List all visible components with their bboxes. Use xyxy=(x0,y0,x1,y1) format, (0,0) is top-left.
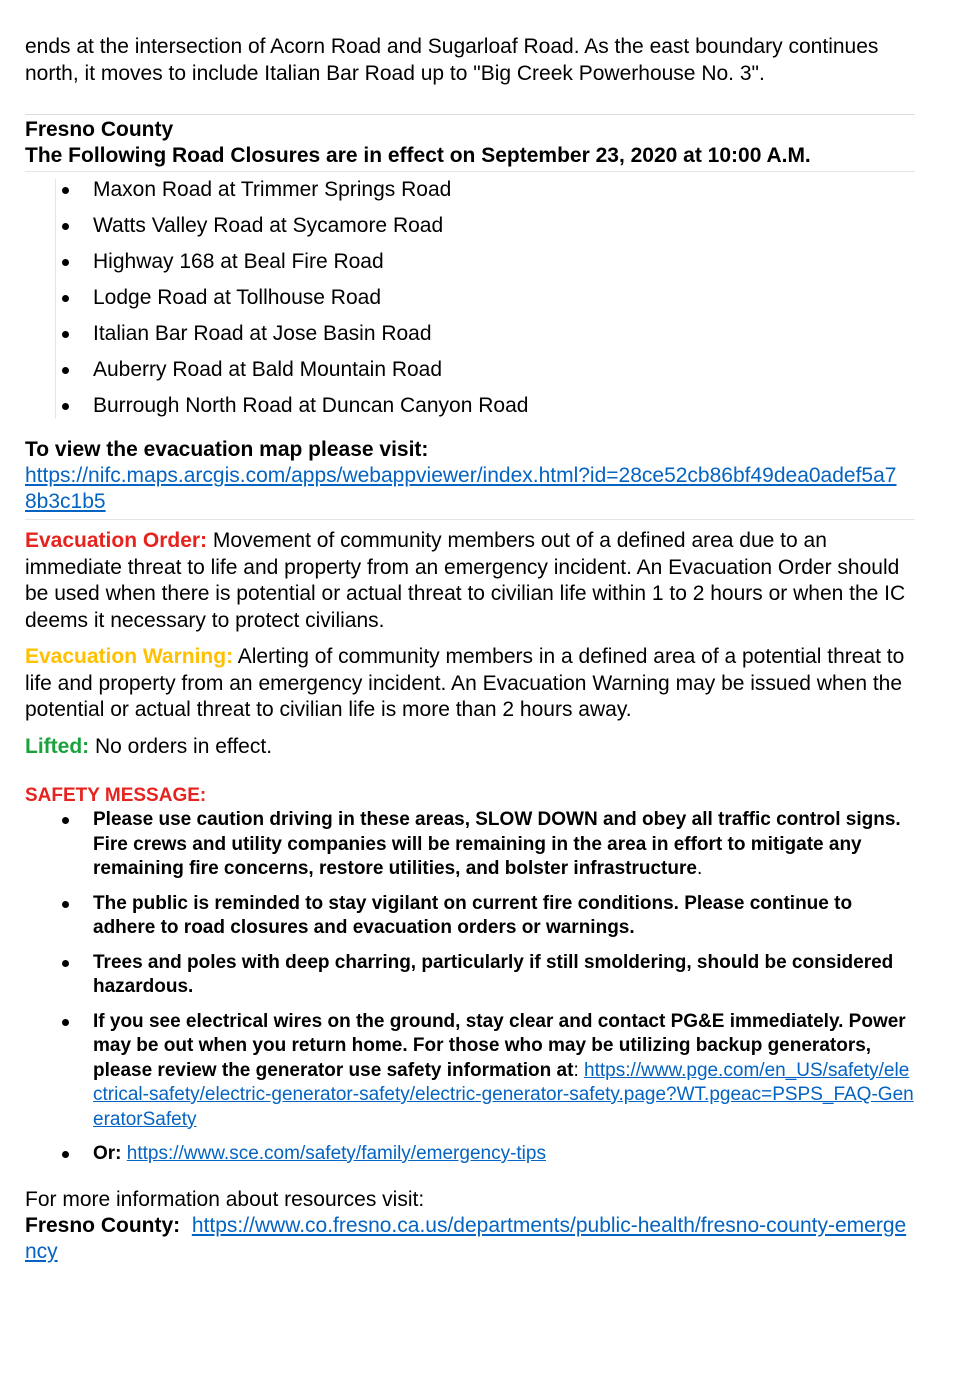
list-item xyxy=(25,951,915,1000)
closure-text: Highway 168 at Beal Fire Road xyxy=(93,250,384,273)
county-section xyxy=(25,114,915,169)
closure-text: Auberry Road at Bald Mountain Road xyxy=(93,358,443,381)
bullet-icon xyxy=(62,960,69,967)
closures-heading: The Following Road Closures are in effect on September 23, 2020 at 10:00 A.M. xyxy=(25,144,811,167)
safety-message-title: SAFETY MESSAGE: xyxy=(25,785,207,806)
document-page xyxy=(25,34,915,1265)
evacuation-map-section xyxy=(25,437,915,515)
lifted-definition xyxy=(25,734,915,761)
evacuation-order-definition xyxy=(25,528,915,634)
fresno-county-emergency-link[interactable]: https://www.co.fresno.ca.us/departments/public-health/fresno-county-emergency xyxy=(25,1213,907,1263)
lifted-text: No orders in effect. xyxy=(89,734,273,758)
bullet-icon xyxy=(62,259,69,266)
evacuation-map-label: To view the evacuation map please visit: xyxy=(25,438,429,461)
list-item xyxy=(25,280,915,316)
definitions-section xyxy=(25,519,915,760)
list-item xyxy=(25,352,915,388)
road-closures-list xyxy=(25,171,915,424)
evacuation-order-term: Evacuation Order: xyxy=(25,529,208,552)
list-item xyxy=(25,808,915,882)
list-item xyxy=(25,1142,915,1167)
closures-container xyxy=(25,171,915,424)
fresno-county-resources xyxy=(25,1213,915,1265)
evacuation-warning-definition xyxy=(25,644,915,724)
intro-paragraph: ends at the intersection of Acorn Road and Sugarloaf Road. As the east boundary continues north, it moves to include Italian Bar Road up to "Big Creek Powerhouse No. 3". xyxy=(25,35,879,85)
closure-text: Lodge Road at Tollhouse Road xyxy=(93,286,382,309)
safety-text-colon: : xyxy=(573,1059,584,1081)
list-item xyxy=(25,172,915,208)
more-info-section xyxy=(25,1187,915,1265)
list-item xyxy=(25,892,915,941)
bullet-icon xyxy=(62,367,69,374)
pge-generator-safety-link[interactable]: https://www.pge.com/en_US/safety/electrical-safety/electric-generator-safety/electric-generator-safety.page?WT.pgeac=PSPS_FAQ-GeneratorSafety xyxy=(93,1059,914,1130)
list-item xyxy=(25,244,915,280)
safety-text: Trees and poles with deep charring, particularly if still smoldering, should be considered hazardous. xyxy=(93,951,894,997)
evacuation-map-link[interactable]: https://nifc.maps.arcgis.com/apps/webappviewer/index.html?id=28ce52cb86bf49dea0adef5a78b3c1b5 xyxy=(25,464,897,513)
evacuation-warning-term: Evacuation Warning: xyxy=(25,645,234,668)
closure-text: Italian Bar Road at Jose Basin Road xyxy=(93,322,432,345)
safety-text-end: . xyxy=(696,858,703,879)
list-item xyxy=(25,208,915,244)
fresno-county-label: Fresno County: xyxy=(25,1213,181,1237)
more-info-label: For more information about resources visit: xyxy=(25,1187,425,1211)
lifted-term: Lifted: xyxy=(25,734,90,758)
bullet-icon xyxy=(62,817,69,824)
safety-text: If you see electrical wires on the ground, stay clear and contact PG&E immediately. Power may be out when you return home. For those who may be utilizing backup generators, please review the generator use safety information at xyxy=(93,1010,906,1081)
bullet-icon xyxy=(62,331,69,338)
safety-text: Or: xyxy=(93,1143,122,1164)
evacuation-warning-text: Alerting of community members in a defined area of a potential threat to life and property from an emergency incident. An Evacuation Warning may be issued when the potential or actual threat to civilian life is more than 2 hours away. xyxy=(25,645,905,721)
bullet-icon xyxy=(62,187,69,194)
sce-emergency-tips-link[interactable]: https://www.sce.com/safety/family/emergency-tips xyxy=(126,1143,546,1164)
evacuation-order-text: Movement of community members out of a defined area due to an immediate threat to life and property from an emergency incident. An Evacuation Order should be used when there is potential or actual threat to civilian life within 1 to 2 hours or when the IC deems it necessary to protect civilians. xyxy=(25,529,906,632)
safety-text: Please use caution driving in these areas, SLOW DOWN and obey all traffic control signs. Fire crews and utility companies will be remaining in the area in effort to mitigate any remaining fire concerns, restore utilities, and bolster infrastructure xyxy=(93,809,901,879)
list-item xyxy=(25,1010,915,1133)
bullet-icon xyxy=(62,901,69,908)
closure-text: Burrough North Road at Duncan Canyon Road xyxy=(93,394,529,417)
bullet-icon xyxy=(62,1019,69,1026)
bullet-icon xyxy=(62,223,69,230)
safety-text: The public is reminded to stay vigilant on current fire conditions. Please continue to adhere to road closures and evacuation orders or warnings. xyxy=(93,892,853,938)
bullet-icon xyxy=(62,403,69,410)
bullet-icon xyxy=(62,1151,69,1158)
safety-message-list xyxy=(25,808,915,1167)
closure-text: Maxon Road at Trimmer Springs Road xyxy=(93,178,452,201)
county-name: Fresno County xyxy=(25,118,174,141)
bullet-icon xyxy=(62,295,69,302)
closure-text: Watts Valley Road at Sycamore Road xyxy=(93,214,444,237)
list-item xyxy=(25,316,915,352)
list-item xyxy=(25,388,915,424)
